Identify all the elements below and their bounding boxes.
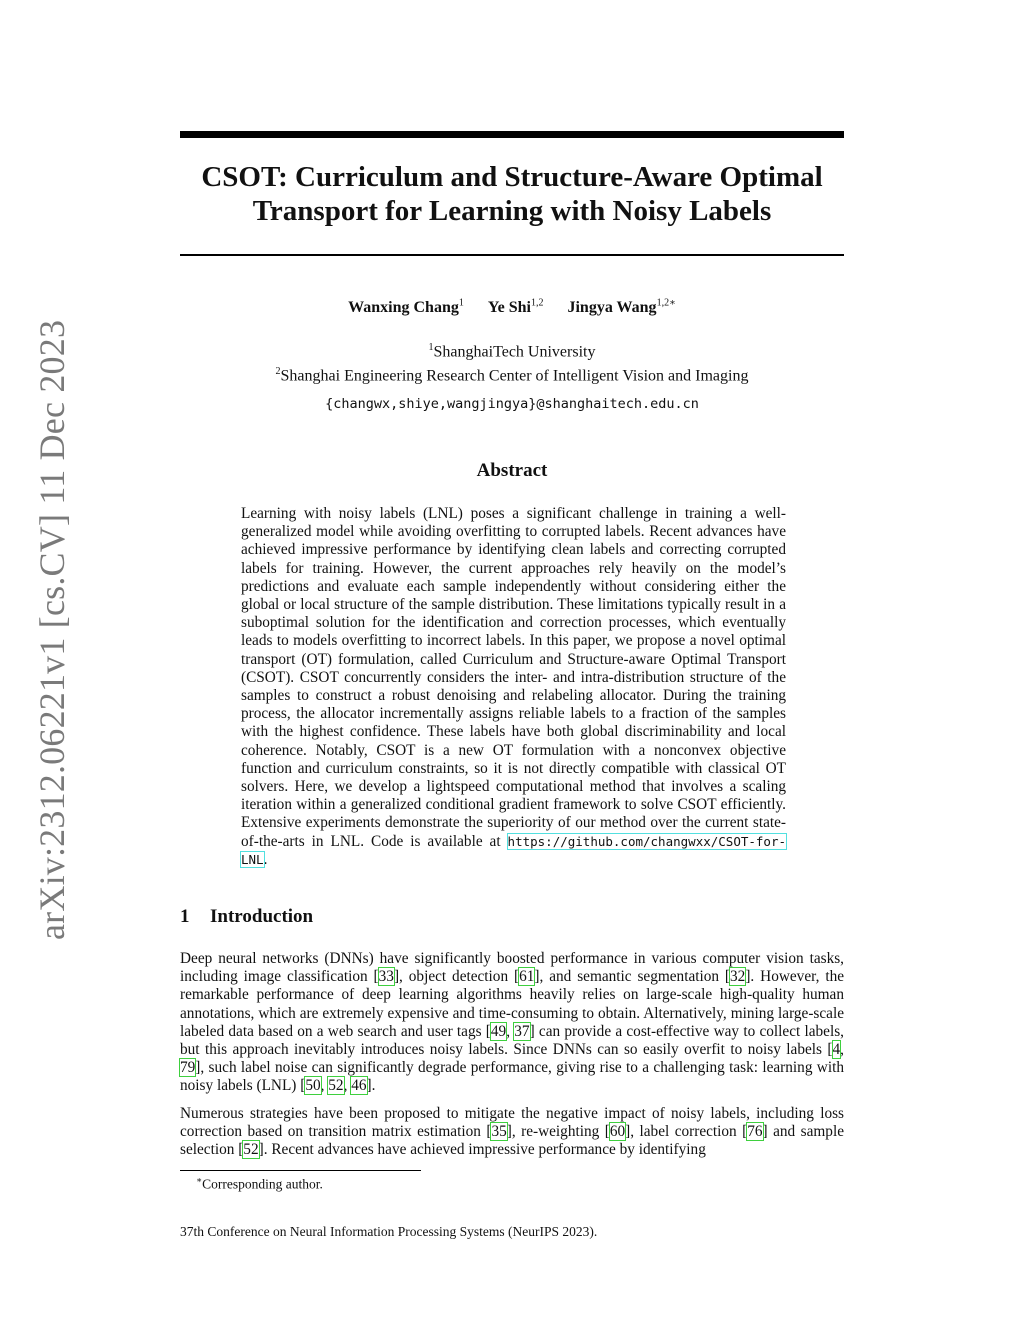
title-line-1: CSOT: Curriculum and Structure-Aware Optimal [201,161,823,193]
author-1: Wanxing Chang$^1$ [348,298,464,317]
citation-link[interactable]: 46 [351,1077,367,1095]
arxiv-identifier: arXiv:2312.06221v1 [cs.CV] 11 Dec 2023 [32,319,72,940]
citation-link[interactable]: 76 [747,1123,763,1141]
citation-link[interactable]: 4 [832,1041,841,1059]
citation-link[interactable]: 60 [609,1123,626,1141]
conference-note: 37th Conference on Neural Information Processing Systems (NeurIPS 2023). [180,1224,598,1239]
intro-paragraph-2: Numerous strategies have been proposed to mitigate the negative impact of noisy labels, including loss correction based on transition matrix estimation [35], re-weighting [60], label correction [76] and sample selection [52]. Recent advances have achieved impressive performance by identifying [180,1105,844,1159]
title-bottom-rule [180,254,844,256]
author-email: {changwx,shiye,wangjingya}@shanghaitech.edu.cn [325,396,699,412]
footnote-corresponding-author: ∗Corresponding author. [196,1175,323,1192]
section-heading-introduction: 1 Introduction [180,906,314,927]
citation-link[interactable]: 49 [490,1022,507,1040]
citation-link[interactable]: 79 [180,1059,196,1077]
citation-link[interactable]: 50 [305,1077,321,1095]
title-line-2: Transport for Learning with Noisy Labels [252,195,772,227]
citation-link[interactable]: 61 [519,968,535,986]
citation-link[interactable]: 35 [491,1123,507,1141]
code-repository-link[interactable]: https://github.com/changwxx/CSOT-for-LNL [241,833,786,867]
author-2: Ye Shi$^{1,2}$ [487,298,544,317]
abstract-heading: Abstract [476,460,548,481]
citation-link[interactable]: 52 [243,1141,259,1159]
author-3: Jingya Wang$^{1,2∗}$ [567,298,676,317]
abstract-text: Learning with noisy labels (LNL) poses a significant challenge in training a well-generalized model while avoiding overfitting to corrupted labels. Recent advances have achieved impressive performance by identifying clean labels and correcting corrupted labels for training. However, the current approaches rely heavily on the model’s predictions and evaluate each sample independently without considering either the global or local structure of the sample distribution. These limitations typically result in a suboptimal solution for the identification and correction processes, which eventually leads to models overfitting to incorrect labels. In this paper, we propose a novel optimal transport (OT) formulation, called Curriculum and Structure-aware Optimal Transport (CSOT). CSOT concurrently considers the inter- and intra-distribution structure of the samples to construct a robust denoising and relabeling allocator. During the training process, the allocator incrementally assigns reliable labels to a fraction of the samples with the highest confidence. These labels have both global discriminability and local coherence. Notably, CSOT is a new OT formulation with a nonconvex objective function and curriculum constraints, so it is not directly compatible with classical OT solvers. Here, we develop a lightspeed computational method that involves a scaling iteration within a generalized conditional gradient framework to solve CSOT efficiently. Extensive experiments demonstrate the superiority of our method over the current state-of-the-arts in LNL. Code is available at https://github.com/changwxx/CSOT-for-LNL. [241,505,786,868]
affiliation-2: $^2$Shanghai Engineering Research Center of Intelligent Vision and Imaging [275,366,749,385]
title-top-rule [180,131,844,138]
footnote-rule [180,1170,421,1171]
citation-link[interactable]: 32 [730,968,746,986]
intro-paragraph-1: Deep neural networks (DNNs) have significantly boosted performance in various computer vision tasks, including image classification [33], object detection [61], and semantic segmentation [32]. However, the remarkable performance of deep learning algorithms heavily relies on large-scale high-quality human annotations, which are extremely expensive and time-consuming to obtain. Alternatively, mining large-scale labeled data based on a web search and user tags [49, 37] can provide a cost-effective way to collect labels, but this approach inevitably introduces noisy labels. Since DNNs can so easily overfit to noisy labels [4, 79], such label noise can significantly degrade performance, giving rise to a challenging task: learning with noisy labels (LNL) [50, 52, 46]. [180,950,845,1095]
citation-link[interactable]: 37 [514,1022,530,1040]
citation-link[interactable]: 52 [328,1077,344,1095]
affiliations [180,338,844,387]
affiliation-1: $^1$ShanghaiTech University [428,342,596,361]
citation-link[interactable]: 33 [378,968,394,986]
author-list [180,298,844,317]
paper-title [180,160,844,228]
